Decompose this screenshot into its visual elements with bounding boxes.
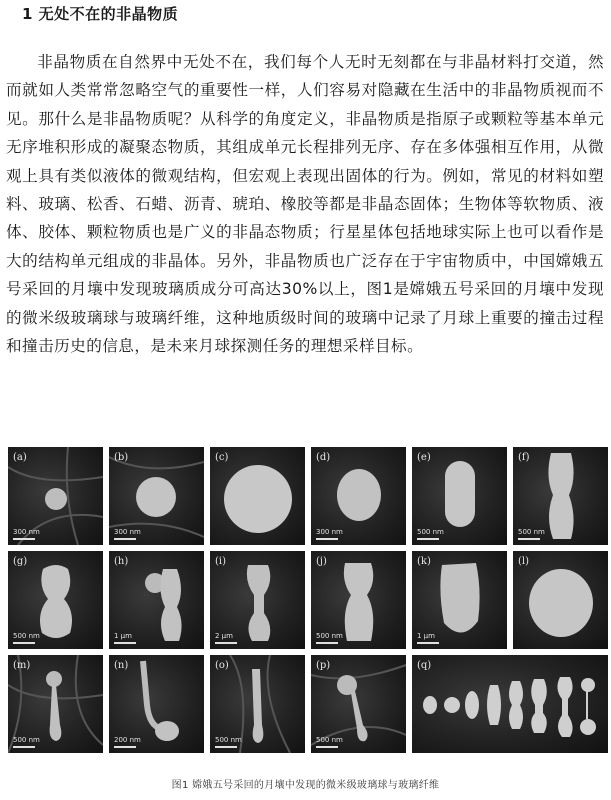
scale-bar: 500 nm bbox=[316, 632, 343, 644]
figure-panel-h bbox=[109, 551, 204, 649]
panel-label: (p) bbox=[316, 660, 331, 671]
figure-panel-g bbox=[8, 551, 103, 649]
figure-panel-n bbox=[109, 655, 204, 753]
body-paragraph: 非晶物质在自然界中无处不在，我们每个人无时无刻都在与非晶材料打交道，然而就如人类常常忽略空气的重要性一样，人们容易对隐藏在生活中的非晶物质视而不见。那什么是非晶物质呢？从科学的角度定义，非晶物质是指原子或颗粒等基本单元无序堆积形成的凝聚态物质，其组成单元长程排列无序、存在多体强相互作用，从微观上具有类似液体的微观结构，但宏观上表现出固体的行为。例如，常见的材料如塑料、玻璃、松香、石蜡、沥青、琥珀、橡胶等都是非晶态固体；生物体等软物质、液体、胶体、颗粒物质也是广义的非晶态物质；行星星体包括地球实际上也可以看作是大的结构单元组成的非晶体。另外，非晶物质也广泛存在于宇宙物质中，中国嫦娥五号采回的月壤中发现玻璃质成分可高达30%以上，图1是嫦娥五号采回的月壤中发现的微米级玻璃球与玻璃纤维，这种地质级时间的玻璃中记录了月球上重要的撞击过程和撞击历史的信息，是未来月球探测任务的理想采样目标。 bbox=[6, 53, 604, 356]
figure-panel-c bbox=[210, 447, 305, 545]
figure-panel-a bbox=[8, 447, 103, 545]
droplet-evolution-diagram bbox=[412, 655, 608, 753]
panel-label: (i) bbox=[215, 556, 227, 567]
scale-bar: 500 nm bbox=[316, 736, 343, 748]
figure-panel-l bbox=[513, 551, 608, 649]
figure-panel-b bbox=[109, 447, 204, 545]
scale-bar: 1 μm bbox=[417, 632, 439, 644]
section-heading: 1 无处不在的非晶物质 bbox=[22, 5, 179, 23]
figure-panel-f bbox=[513, 447, 608, 545]
panel-label: (j) bbox=[316, 556, 327, 567]
scale-bar: 200 nm bbox=[114, 736, 141, 748]
figure-1 bbox=[0, 440, 611, 760]
scale-bar: 500 nm bbox=[215, 736, 242, 748]
scale-bar: 2 μm bbox=[215, 632, 237, 644]
scale-bar: 500 nm bbox=[417, 528, 444, 540]
panel-label: (m) bbox=[13, 660, 31, 671]
figure-panel-k bbox=[412, 551, 507, 649]
panel-label: (o) bbox=[215, 660, 229, 671]
figure-panel-d bbox=[311, 447, 406, 545]
panel-label: (g) bbox=[13, 556, 28, 567]
panel-label: (c) bbox=[215, 452, 229, 463]
scale-bar: 1 μm bbox=[114, 632, 136, 644]
panel-label: (l) bbox=[518, 556, 530, 567]
panel-label: (n) bbox=[114, 660, 129, 671]
panel-label: (q) bbox=[417, 660, 432, 671]
scale-bar: 300 nm bbox=[114, 528, 141, 540]
panel-label: (k) bbox=[417, 556, 431, 567]
panel-label: (e) bbox=[417, 452, 431, 463]
figure-panel-p bbox=[311, 655, 406, 753]
scale-bar: 300 nm bbox=[316, 528, 343, 540]
panel-label: (h) bbox=[114, 556, 129, 567]
panel-label: (a) bbox=[13, 452, 27, 463]
figure-panel-m bbox=[8, 655, 103, 753]
panel-label: (b) bbox=[114, 452, 129, 463]
panel-label: (f) bbox=[518, 452, 530, 463]
figure-panel-o bbox=[210, 655, 305, 753]
figure-panel-j bbox=[311, 551, 406, 649]
scale-bar: 300 nm bbox=[13, 528, 40, 540]
scale-bar: 500 nm bbox=[518, 528, 545, 540]
figure-panel-q bbox=[412, 655, 608, 753]
scale-bar: 500 nm bbox=[13, 736, 40, 748]
figure-panel-i bbox=[210, 551, 305, 649]
figure-caption: 图1 嫦娥五号采回的月壤中发现的微米级玻璃球与玻璃纤维 bbox=[171, 780, 440, 791]
scale-bar: 500 nm bbox=[13, 632, 40, 644]
figure-panel-e bbox=[412, 447, 507, 545]
panel-label: (d) bbox=[316, 452, 331, 463]
